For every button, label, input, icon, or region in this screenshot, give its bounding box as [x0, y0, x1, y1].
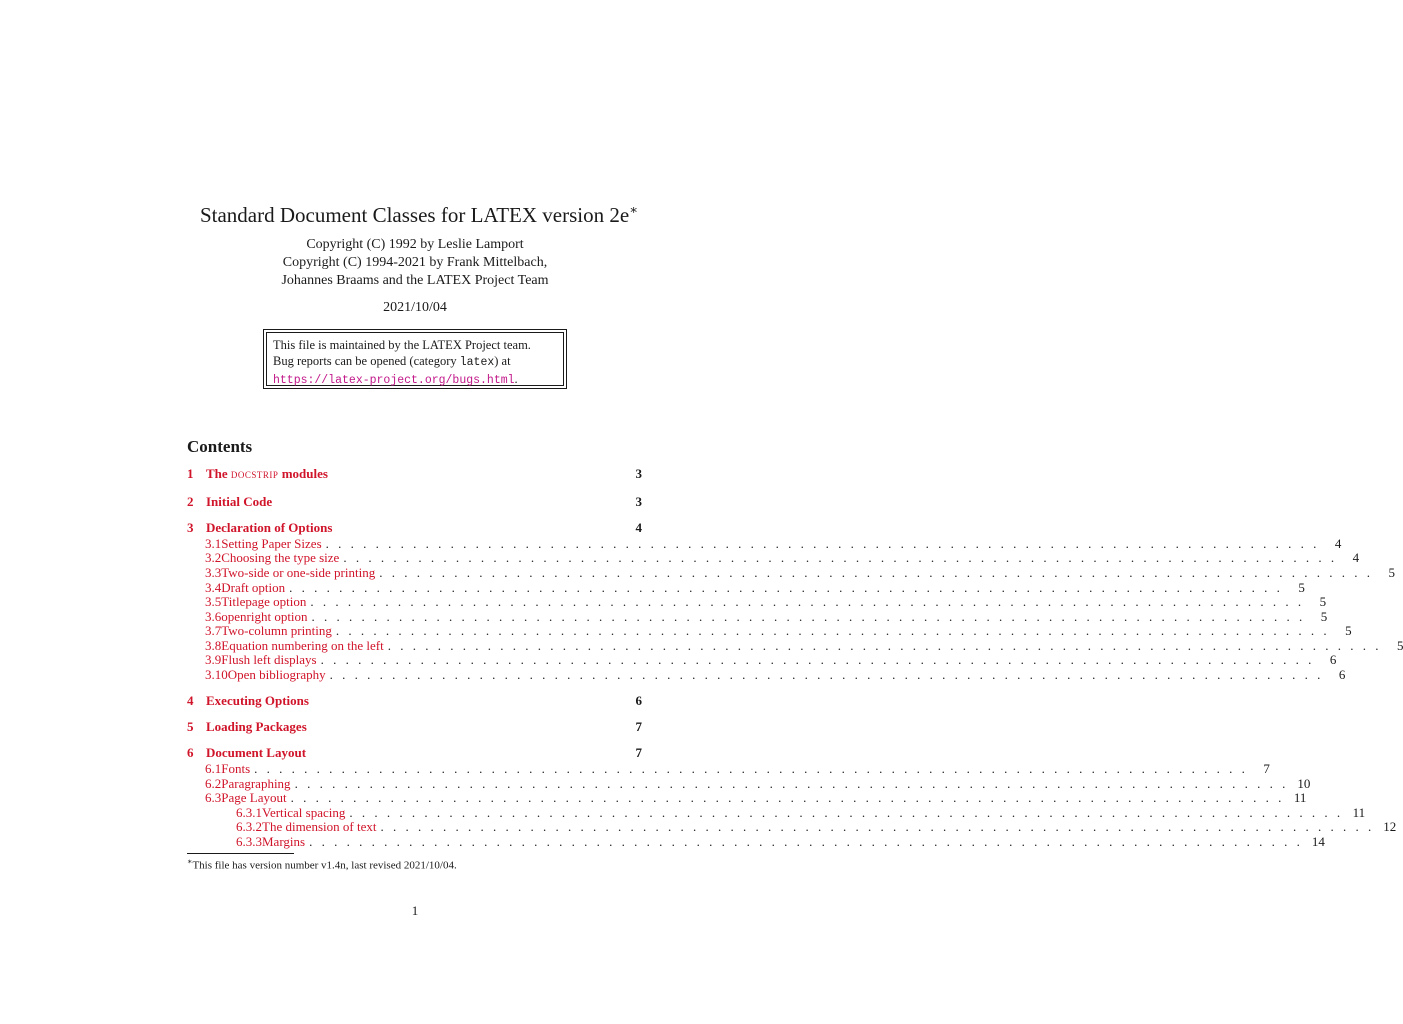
footnote	[187, 857, 457, 872]
footnote-rule	[187, 853, 294, 854]
toc-entry[interactable]	[187, 761, 1270, 777]
toc-entry-label[interactable]: Equation numbering on the left	[221, 638, 384, 653]
toc-entry-page: 4	[635, 520, 642, 535]
author-line: Copyright (C) 1992 by Leslie Lamport	[306, 237, 524, 252]
toc-entry-number[interactable]: 3.7	[205, 623, 222, 638]
toc-entry-label[interactable]: Loading Packages	[206, 719, 307, 734]
document-date: 2021/10/04	[383, 300, 447, 315]
maintainer-notice-box	[263, 329, 567, 389]
toc-leader-dots: . . . . . . . . . . . . . . . . . . . . . . . . . . . . . . . . . . . . . . . . . . . . . . . . . . . . . . . . . . . . . . . . . . . . . . . . . . . . . . . .	[309, 834, 1303, 849]
toc-entry-page: 10	[1297, 776, 1311, 791]
toc-entry-label[interactable]: Paragraphing	[221, 776, 291, 791]
toc-entry[interactable]	[187, 667, 1346, 683]
toc-entry-label[interactable]	[206, 466, 328, 482]
toc-entry-label[interactable]: Vertical spacing	[262, 805, 346, 820]
toc-leader-dots: . . . . . . . . . . . . . . . . . . . . . . . . . . . . . . . . . . . . . . . . . . . . . . . . . . . . . . . . . . . . . . . . . . . . . . . . . . . . . . . .	[325, 536, 1320, 551]
toc-entry-page: 14	[1311, 834, 1325, 849]
toc-entry-label[interactable]: Fonts	[221, 761, 251, 776]
toc-leader-dots: . . . . . . . . . . . . . . . . . . . . . . . . . . . . . . . . . . . . . . . . . . . . . . . . . . . . . . . . . . . . . . . . . . . . . . . . . . . . . . . .	[335, 623, 1330, 638]
footnote-mark: ∗	[187, 857, 193, 866]
toc-leader-dots: . . . . . . . . . . . . . . . . . . . . . . . . . . . . . . . . . . . . . . . . . . . . . . . . . . . . . . . . . . . . . . . . . . . . . . . . . . . . . . . .	[289, 580, 1283, 595]
toc-leader-dots: . . . . . . . . . . . . . . . . . . . . . . . . . . . . . . . . . . . . . . . . . . . . . . . . . . . . . . . . . . . . . . . . . . . . . . . . . . . . . . . .	[310, 594, 1305, 609]
toc-entry[interactable]	[187, 550, 1360, 566]
notice-line	[273, 371, 557, 389]
toc-entry-number[interactable]: 6.1	[205, 761, 222, 776]
toc-entry-number[interactable]: 6	[187, 745, 194, 760]
toc-leader-dots: . . . . . . . . . . . . . . . . . . . . . . . . . . . . . . . . . . . . . . . . . . . . . . . . . . . . . . . . . . . . . . . . . . . . . . . . . . . . . . . .	[329, 667, 1324, 682]
toc-entry-page: 3	[635, 466, 642, 481]
toc-entry[interactable]	[187, 745, 642, 761]
toc-entry[interactable]	[187, 520, 642, 536]
toc-entry-number[interactable]: 1	[187, 466, 194, 481]
toc-entry-page: 5	[1298, 580, 1305, 595]
toc-entry-page: 11	[1352, 805, 1366, 820]
toc-entry-label[interactable]: The dimension of text	[262, 819, 377, 834]
notice-text: ) at	[494, 354, 511, 368]
toc-entry-label[interactable]: openright option	[221, 609, 308, 624]
toc-entry[interactable]	[187, 834, 1325, 850]
maintainer-notice-inner	[266, 332, 564, 386]
toc-entry-number[interactable]: 3.8	[205, 638, 222, 653]
toc-entry-number[interactable]: 3.2	[205, 550, 222, 565]
toc-entry-label[interactable]: Draft option	[221, 580, 286, 595]
toc-entry-label[interactable]: Open bibliography	[227, 667, 326, 682]
footnote-text: This file has version number v1.4n, last revised 2021/10/04.	[192, 859, 457, 872]
notice-line: This file is maintained by the LATEX Project team.	[273, 338, 531, 352]
toc-entry-label[interactable]: Declaration of Options	[206, 520, 333, 535]
toc-entry-label[interactable]: Setting Paper Sizes	[221, 536, 322, 551]
author-line: Copyright (C) 1994-2021 by Frank Mittelbach,	[282, 255, 548, 270]
toc-entry[interactable]	[187, 494, 642, 510]
toc-entry-number[interactable]: 6.2	[205, 776, 222, 791]
toc-entry-page: 5	[1388, 565, 1395, 580]
notice-text: Bug reports can be opened (category	[273, 354, 460, 368]
toc-leader-dots: . . . . . . . . . . . . . . . . . . . . . . . . . . . . . . . . . . . . . . . . . . . . . . . . . . . . . . . . . . . . . . . . . . . . . . . . . . . . . . . .	[380, 819, 1375, 834]
toc-entry-page: 4	[1352, 550, 1360, 565]
title-text: Standard Document Classes for LATEX version 2e	[199, 203, 630, 227]
bug-report-link[interactable]: https://latex-project.org/bugs.html	[273, 374, 515, 387]
toc-entry[interactable]	[187, 623, 1352, 639]
toc-entry-number[interactable]: 3.10	[205, 667, 228, 682]
author-block	[0, 236, 830, 290]
toc-entry-label[interactable]: Titlepage option	[221, 594, 307, 609]
document-title	[0, 196, 838, 229]
toc-leader-dots: . . . . . . . . . . . . . . . . . . . . . . . . . . . . . . . . . . . . . . . . . . . . . . . . . . . . . . . . . . . . . . . . . . . . . . . . . . . . . . . .	[290, 790, 1285, 805]
toc-entry-page: 6	[1329, 652, 1337, 667]
toc-leader-dots: . . . . . . . . . . . . . . . . . . . . . . . . . . . . . . . . . . . . . . . . . . . . . . . . . . . . . . . . . . . . . . . . . . . . . . . . . . . . . . . .	[379, 565, 1373, 580]
toc-entry-label-prefix[interactable]: The	[206, 466, 231, 481]
page-number: 1	[411, 903, 419, 918]
title-footnote-mark: ∗	[629, 202, 639, 217]
toc-entry-page: 6	[635, 693, 642, 708]
toc-leader-dots: . . . . . . . . . . . . . . . . . . . . . . . . . . . . . . . . . . . . . . . . . . . . . . . . . . . . . . . . . . . . . . . . . . . . . . . . . . . . . . . .	[254, 761, 1248, 776]
toc-entry-number[interactable]: 5	[187, 719, 194, 734]
notice-text: .	[514, 372, 518, 386]
toc-entry[interactable]	[187, 790, 1307, 806]
notice-category-code: latex	[459, 356, 495, 369]
toc-entry-page: 7	[1263, 761, 1270, 776]
author-line: Johannes Braams and the LATEX Project Team	[281, 273, 549, 288]
toc-entry-page: 5	[1345, 623, 1352, 638]
toc-entry-label[interactable]: Margins	[262, 834, 306, 849]
toc-entry-page: 5	[1320, 609, 1328, 624]
toc-entry-number[interactable]: 4	[187, 693, 194, 708]
toc-entry-page: 5	[1319, 594, 1327, 609]
toc-leader-dots: . . . . . . . . . . . . . . . . . . . . . . . . . . . . . . . . . . . . . . . . . . . . . . . . . . . . . . . . . . . . . . . . . . . . . . . . . . . . . . . .	[343, 550, 1338, 565]
toc-entry-number[interactable]: 3.5	[205, 594, 222, 609]
toc-entry-number[interactable]: 3.3	[205, 565, 222, 580]
toc-entry-number[interactable]: 3	[187, 520, 194, 535]
toc-entry-page: 6	[1338, 667, 1346, 682]
toc-entry-page: 7	[635, 719, 642, 734]
toc-entry-number[interactable]: 6.3.1	[236, 805, 262, 820]
toc-entry-page: 4	[1334, 536, 1342, 551]
toc-entry-label[interactable]: Flush left displays	[221, 652, 317, 667]
toc-leader-dots: . . . . . . . . . . . . . . . . . . . . . . . . . . . . . . . . . . . . . . . . . . . . . . . . . . . . . . . . . . . . . . . . . . . . . . . . . . . . . . . .	[320, 652, 1315, 667]
toc-entry-label[interactable]: Page Layout	[221, 790, 287, 805]
toc-entry-label[interactable]: Initial Code	[206, 494, 273, 509]
toc-entry[interactable]	[187, 652, 1337, 668]
toc-entry-label[interactable]: Choosing the type size	[221, 550, 340, 565]
toc-entry[interactable]	[187, 693, 642, 709]
toc-entry-number[interactable]: 3.1	[205, 536, 222, 551]
toc-entry-label[interactable]: Document Layout	[206, 745, 307, 760]
toc-entry[interactable]	[187, 819, 1397, 835]
toc-entry-page: 11	[1293, 790, 1307, 805]
toc-entry-number[interactable]: 6.3.2	[236, 819, 262, 834]
toc-entry-page: 3	[635, 494, 642, 509]
toc-entry-label-smallcaps[interactable]: docstrip	[230, 466, 279, 481]
toc-leader-dots: . . . . . . . . . . . . . . . . . . . . . . . . . . . . . . . . . . . . . . . . . . . . . . . . . . . . . . . . . . . . . . . . . . . . . . . . . . . . . . . .	[387, 638, 1382, 653]
toc-entry-number[interactable]: 6.3.3	[236, 834, 262, 849]
toc-entry-label[interactable]: Two-side or one-side printing	[221, 565, 376, 580]
toc-entry-label-suffix[interactable]: modules	[278, 466, 328, 481]
toc-entry-number[interactable]: 6.3	[205, 790, 222, 805]
toc-entry-page: 7	[635, 745, 642, 760]
toc-entry[interactable]	[187, 466, 642, 482]
toc-entry-number[interactable]: 2	[187, 494, 194, 509]
toc-entry-number[interactable]: 3.9	[205, 652, 222, 667]
toc-entry[interactable]	[187, 565, 1395, 581]
toc-entry-page: 12	[1383, 819, 1397, 834]
toc-entry[interactable]	[187, 594, 1327, 610]
toc-entry-label[interactable]: Two-column printing	[221, 623, 332, 638]
toc-entry-number[interactable]: 3.4	[205, 580, 222, 595]
notice-line	[273, 353, 557, 371]
toc-entry-page: 5	[1396, 638, 1403, 653]
toc-leader-dots: . . . . . . . . . . . . . . . . . . . . . . . . . . . . . . . . . . . . . . . . . . . . . . . . . . . . . . . . . . . . . . . . . . . . . . . . . . . . . . . .	[294, 776, 1289, 791]
toc-entry-label[interactable]: Executing Options	[206, 693, 309, 708]
toc-leader-dots: . . . . . . . . . . . . . . . . . . . . . . . . . . . . . . . . . . . . . . . . . . . . . . . . . . . . . . . . . . . . . . . . . . . . . . . . . . . . . . . .	[349, 805, 1344, 820]
contents-heading: Contents	[187, 437, 253, 456]
toc-entry[interactable]	[187, 719, 642, 735]
toc-leader-dots: . . . . . . . . . . . . . . . . . . . . . . . . . . . . . . . . . . . . . . . . . . . . . . . . . . . . . . . . . . . . . . . . . . . . . . . . . . . . . . . .	[311, 609, 1306, 624]
toc-entry-number[interactable]: 3.6	[205, 609, 222, 624]
